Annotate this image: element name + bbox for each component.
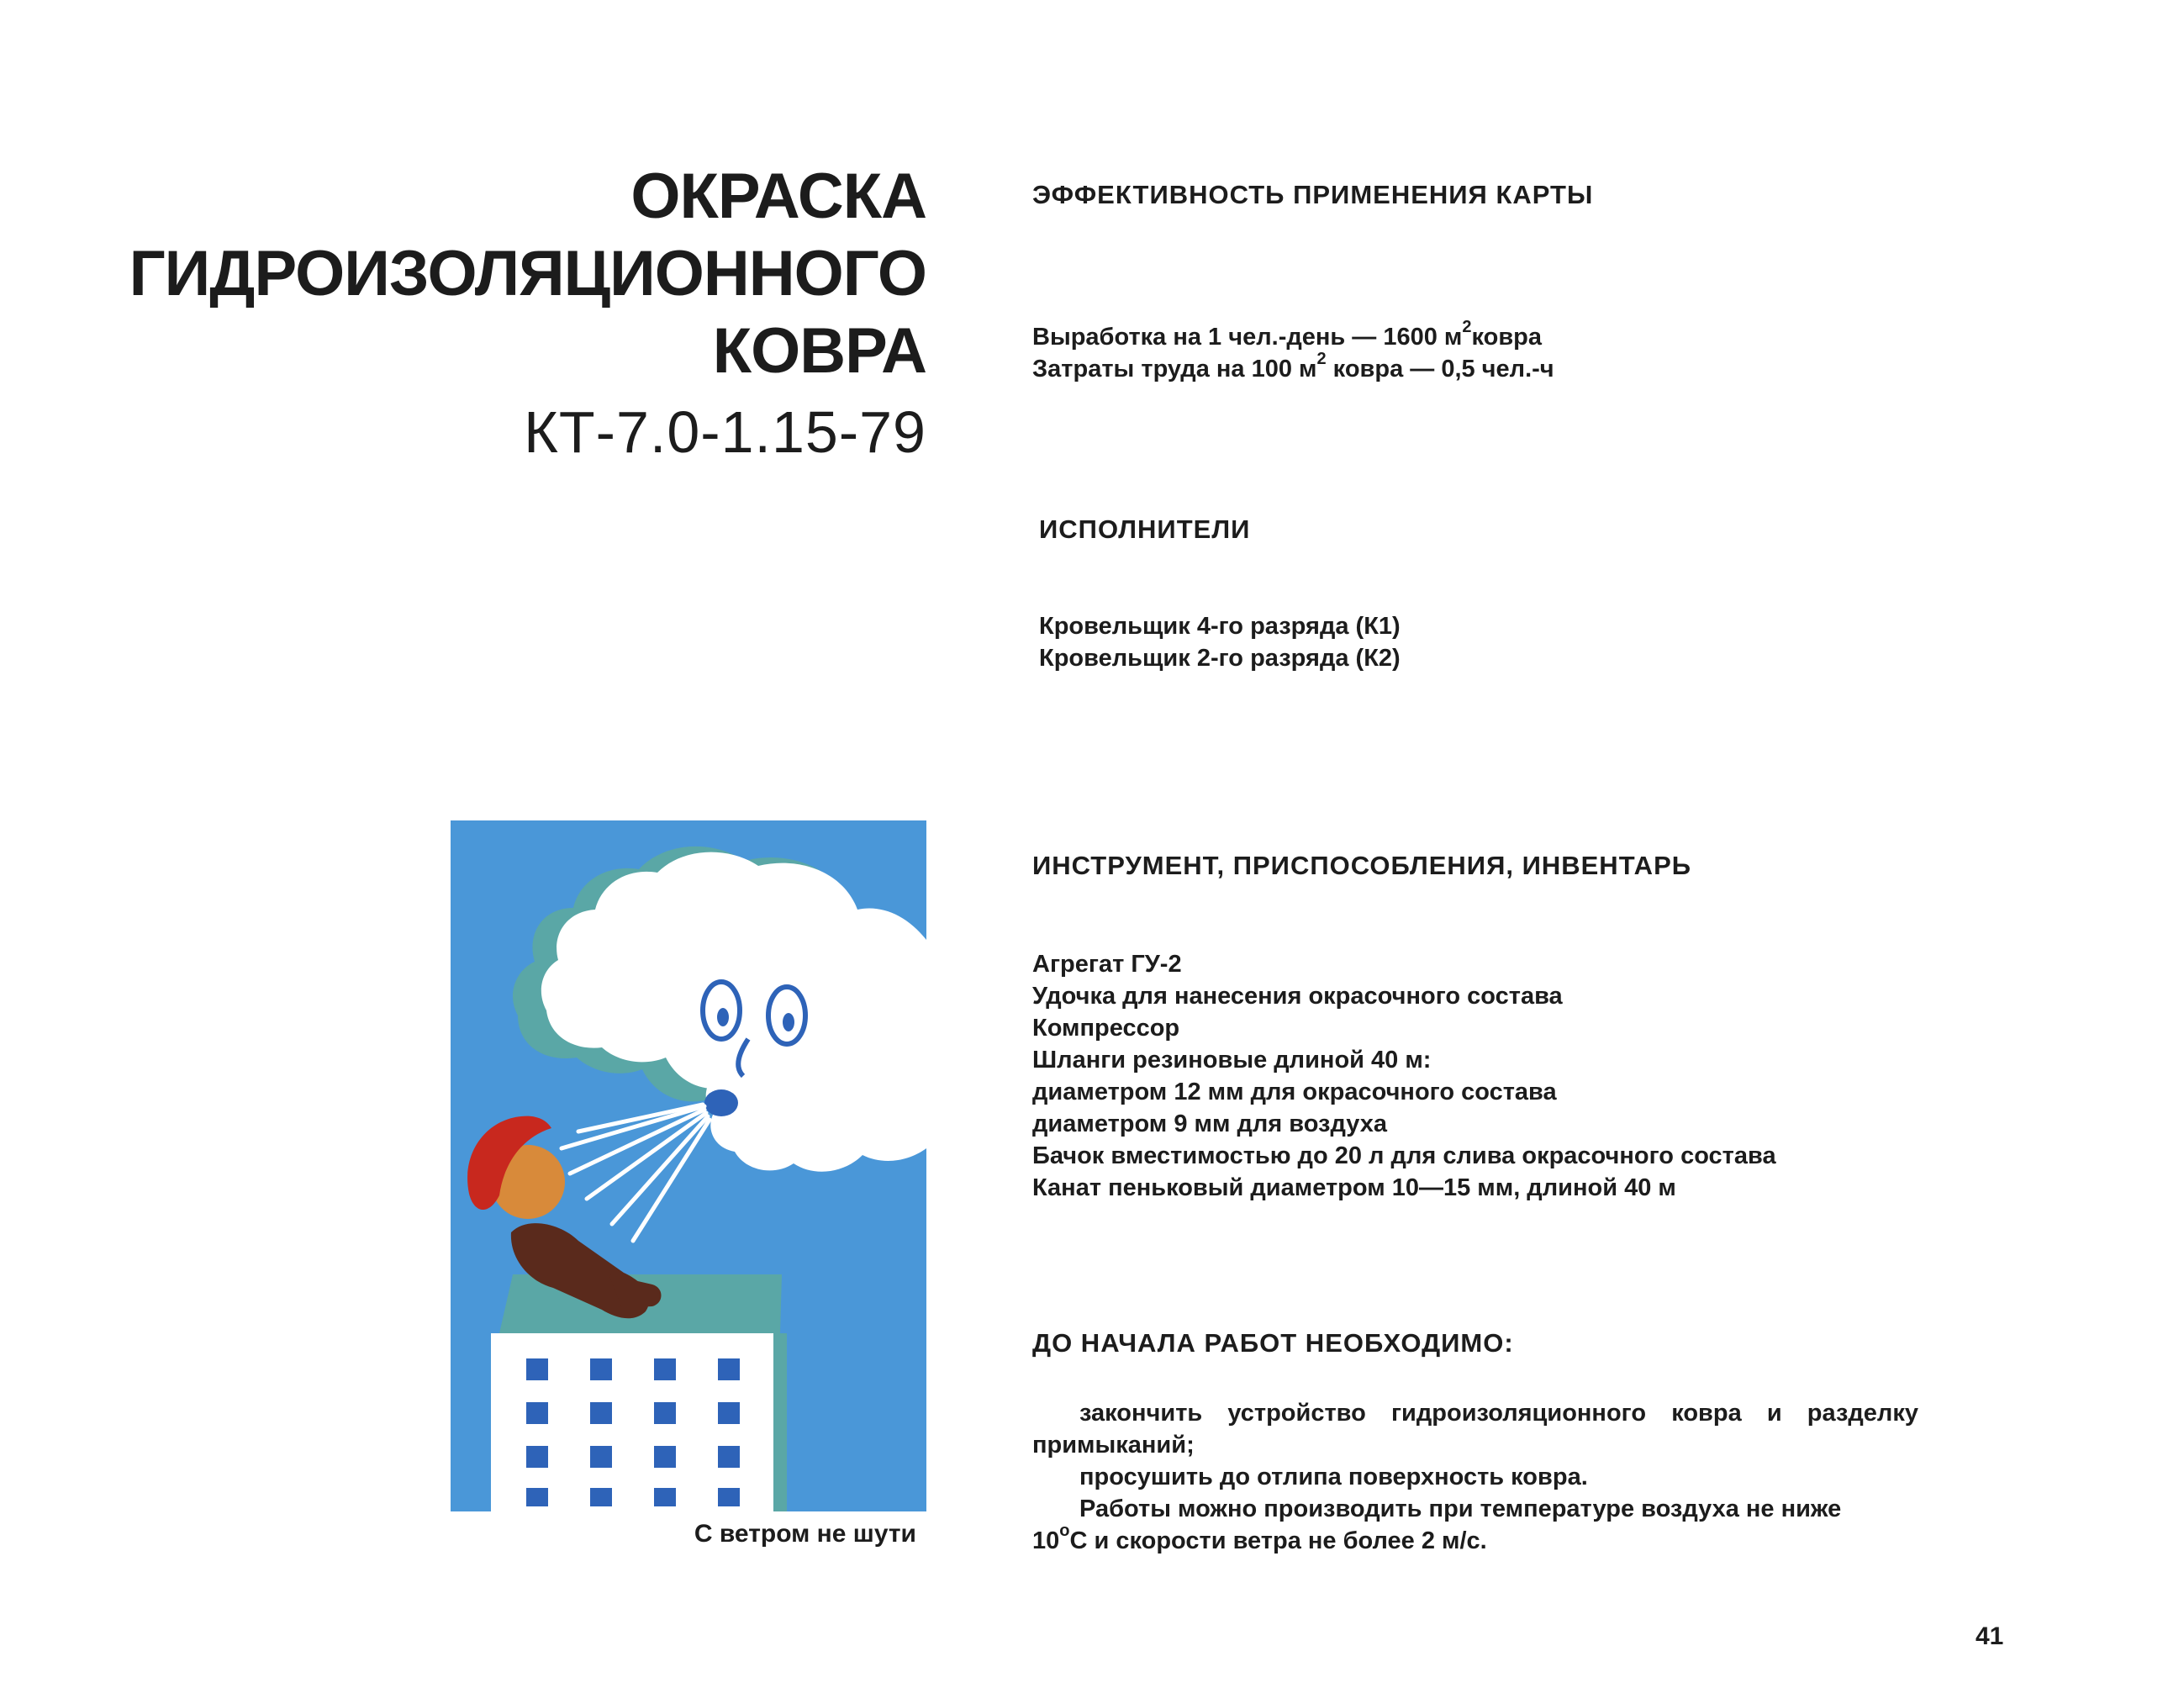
tools-list	[1032, 948, 1923, 1204]
title-line-3: КОВРА	[712, 315, 926, 387]
cloud-mouth	[704, 1089, 738, 1116]
before-work-para-2: просушить до отлипа поверхность ковра.	[1079, 1464, 1588, 1490]
tool-item: диаметром 12 мм для окрасочного состава	[1032, 1079, 1557, 1105]
tool-item: Агрегат ГУ-2	[1032, 951, 1182, 978]
tool-item: Удочка для нанесения окрасочного состава	[1032, 983, 1563, 1010]
labor-cost: Затраты труда на 100 $м^2$ ковра — 0,5 чел.-ч	[1032, 350, 1554, 382]
page-number: 41	[1976, 1622, 2004, 1650]
efficiency-section	[1032, 180, 1923, 210]
performers-list	[1039, 610, 1930, 674]
performer-item: Кровельщик 2-го разряда (К2)	[1039, 645, 1401, 672]
illustration-svg	[444, 820, 926, 1511]
performer-item: Кровельщик 4-го разряда (К1)	[1039, 613, 1401, 640]
efficiency-values	[1032, 318, 1923, 385]
document-code: КТ-7.0-1.15-79	[524, 399, 926, 465]
performers-heading: ИСПОЛНИТЕЛИ	[1039, 514, 1251, 544]
tools-section	[1032, 851, 1923, 881]
before-work-para-3: Работы можно производить при температуре воздуха не ниже	[1079, 1495, 1842, 1522]
title-line-2: ГИДРОИЗОЛЯЦИОННОГО	[129, 238, 926, 309]
output-per-day: Выработка на 1 чел.-день — 1600 $м^2ковра$	[1032, 318, 1543, 351]
cloud-pupil-left	[717, 1008, 729, 1026]
performers-section	[1039, 514, 1930, 545]
building-shade	[773, 1333, 787, 1511]
page-title	[86, 158, 926, 471]
tools-heading: ИНСТРУМЕНТ, ПРИСПОСОБЛЕНИЯ, ИНВЕНТАРЬ	[1032, 851, 1692, 880]
tool-item: диаметром 9 мм для воздуха	[1032, 1110, 1387, 1137]
tool-item: Бачок вместимостью до 20 л для слива окрасочного состава	[1032, 1142, 1776, 1169]
tool-item: Шланги резиновые длиной 40 м:	[1032, 1047, 1432, 1073]
illustration-caption: С ветром не шути	[694, 1520, 916, 1548]
title-line-1: ОКРАСКА	[630, 161, 926, 232]
tool-item: Компрессор	[1032, 1015, 1180, 1042]
before-work-text	[1032, 1397, 1918, 1557]
cloud-pupil-right	[783, 1013, 794, 1031]
tool-item: Канат пеньковый диаметром 10—15 мм, длиной 40 м	[1032, 1174, 1676, 1201]
before-work-heading: ДО НАЧАЛА РАБОТ НЕОБХОДИМО:	[1032, 1328, 1514, 1358]
efficiency-heading: ЭФФЕКТИВНОСТЬ ПРИМЕНЕНИЯ КАРТЫ	[1032, 180, 1594, 209]
before-work-section	[1032, 1328, 1923, 1358]
safety-illustration	[444, 820, 926, 1511]
before-work-para-1: закончить устройство гидроизоляционного ковра и разделку примыканий;	[1032, 1400, 1918, 1459]
before-work-para-3-cont: $10^оС$ и скорости ветра не более 2 м/с.	[1032, 1522, 1487, 1554]
